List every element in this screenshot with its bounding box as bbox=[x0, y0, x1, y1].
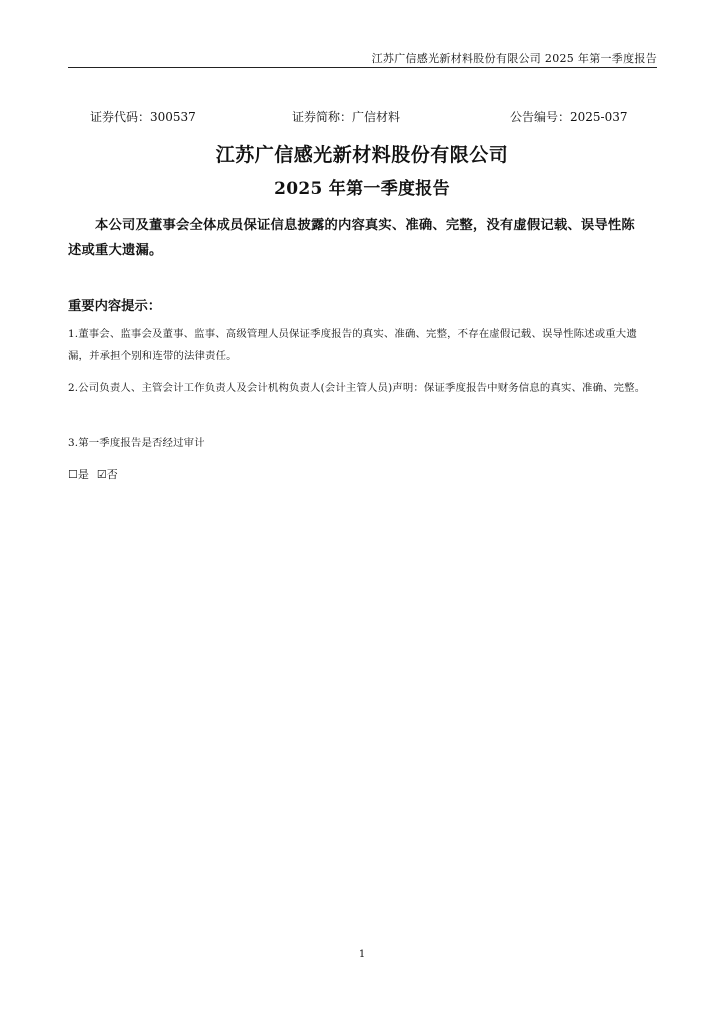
important-notice-heading: 重要内容提示： bbox=[68, 299, 162, 314]
announcement-number: 公告编号：2025-037 bbox=[510, 110, 628, 124]
board-declaration: 本公司及董事会全体成员保证信息披露的内容真实、准确、完整，没有虚假记载、误导性陈述或重大遗漏。 bbox=[68, 218, 635, 258]
audit-yes-label: 是 bbox=[77, 468, 89, 481]
securities-short-name: 证券简称：广信材料 bbox=[292, 110, 401, 124]
running-header bbox=[68, 49, 657, 68]
page-number: 1 bbox=[358, 949, 366, 960]
audit-no-label: 否 bbox=[106, 468, 118, 481]
notice-item-3: 3.第一季度报告是否经过审计 bbox=[68, 437, 205, 449]
notice-item-1: 1.董事会、监事会及董事、监事、高级管理人员保证季度报告的真实、准确、完整，不存在虚假记载、误导性陈述或重大遗漏，并承担个别和连带的法律责任。 bbox=[68, 328, 637, 362]
company-title: 江苏广信感光新材料股份有限公司 bbox=[215, 144, 509, 166]
audit-no-checkbox[interactable]: ☑ bbox=[96, 468, 107, 481]
securities-code: 证券代码：300537 bbox=[90, 110, 196, 124]
notice-item-2: 2.公司负责人、主管会计工作负责人及会计机构负责人(会计主管人员)声明：保证季度报告中财务信息的真实、准确、完整。 bbox=[68, 382, 646, 394]
audit-yes-checkbox[interactable]: ☐ bbox=[68, 468, 78, 481]
report-title: 2025 年第一季度报告 bbox=[274, 179, 450, 199]
audit-options bbox=[68, 466, 118, 482]
running-header-title: 江苏广信感光新材料股份有限公司 2025 年第一季度报告 bbox=[371, 52, 657, 65]
